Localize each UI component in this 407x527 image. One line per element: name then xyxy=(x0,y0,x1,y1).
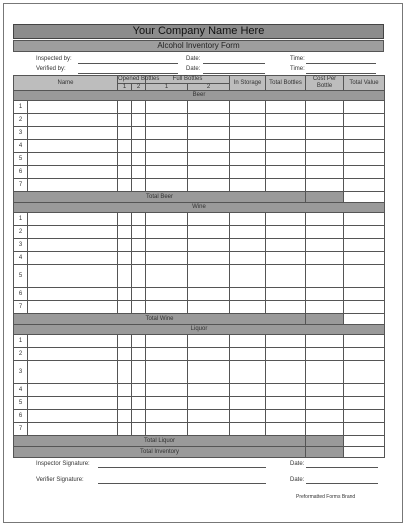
table-row xyxy=(14,226,385,239)
table-row xyxy=(14,265,385,288)
col-opened-1: 1 xyxy=(118,83,132,91)
row-number: 2 xyxy=(14,226,28,239)
table-row xyxy=(14,239,385,252)
col-full-1: 1 xyxy=(146,83,188,91)
total-wine-value[interactable] xyxy=(344,314,385,325)
row-number: 1 xyxy=(14,101,28,114)
name-cell[interactable] xyxy=(28,301,118,314)
name-cell[interactable] xyxy=(28,423,118,436)
table-row xyxy=(14,410,385,423)
row-number: 3 xyxy=(14,239,28,252)
row-number: 3 xyxy=(14,127,28,140)
inspected-by-label: Inspected by: xyxy=(36,56,72,62)
signature-date-field-2[interactable] xyxy=(306,483,378,484)
table-row xyxy=(14,153,385,166)
name-cell[interactable] xyxy=(28,179,118,192)
total-liquor-value[interactable] xyxy=(344,436,385,447)
section-liquor: Liquor xyxy=(14,325,385,335)
col-total-bottles: Total Bottles xyxy=(266,76,306,91)
total-liquor-label: Total Liquor xyxy=(14,436,306,447)
row-number: 2 xyxy=(14,348,28,361)
name-cell[interactable] xyxy=(28,288,118,301)
name-cell[interactable] xyxy=(28,166,118,179)
table-row xyxy=(14,288,385,301)
col-cost-per-bottle: Cost Per Bottle xyxy=(306,76,344,91)
name-cell[interactable] xyxy=(28,410,118,423)
col-opened-2: 2 xyxy=(132,83,146,91)
name-cell[interactable] xyxy=(28,226,118,239)
total-wine-label: Total Wine xyxy=(14,314,306,325)
name-cell[interactable] xyxy=(28,348,118,361)
time-field-1[interactable] xyxy=(306,63,376,64)
total-beer-label: Total Beer xyxy=(14,192,306,203)
table-row xyxy=(14,179,385,192)
row-number: 4 xyxy=(14,252,28,265)
col-full-2: 2 xyxy=(188,83,230,91)
name-cell[interactable] xyxy=(28,252,118,265)
inspector-signature-label: Inspector Signature: xyxy=(36,461,90,467)
name-cell[interactable] xyxy=(28,213,118,226)
total-beer-row xyxy=(14,192,385,203)
name-cell[interactable] xyxy=(28,239,118,252)
row-number: 5 xyxy=(14,397,28,410)
row-number: 7 xyxy=(14,179,28,192)
row-number: 1 xyxy=(14,213,28,226)
verifier-signature-field[interactable] xyxy=(98,483,266,484)
date-label-1: Date: xyxy=(186,56,201,62)
row-number: 7 xyxy=(14,301,28,314)
inspector-signature-field[interactable] xyxy=(98,467,266,468)
inventory-table xyxy=(13,75,385,458)
signature-date-field-1[interactable] xyxy=(306,467,378,468)
row-number: 5 xyxy=(14,265,28,288)
brand-footer: Preformatted Forms Brand xyxy=(296,494,356,500)
table-row xyxy=(14,213,385,226)
table-row xyxy=(14,140,385,153)
inspected-by-field[interactable] xyxy=(78,63,178,64)
date-field-2[interactable] xyxy=(203,73,265,74)
total-inventory-label: Total Inventory xyxy=(14,447,306,458)
row-number: 6 xyxy=(14,288,28,301)
row-number: 5 xyxy=(14,153,28,166)
row-number: 6 xyxy=(14,166,28,179)
table-row xyxy=(14,397,385,410)
name-cell[interactable] xyxy=(28,114,118,127)
name-cell[interactable] xyxy=(28,153,118,166)
table-row xyxy=(14,252,385,265)
table-row xyxy=(14,166,385,179)
name-cell[interactable] xyxy=(28,335,118,348)
total-beer-value[interactable] xyxy=(344,192,385,203)
header-row xyxy=(14,76,385,84)
time-label-2: Time: xyxy=(290,66,305,72)
col-total-value: Total Value xyxy=(344,76,385,91)
table-row xyxy=(14,101,385,114)
table-row xyxy=(14,335,385,348)
verified-by-field[interactable] xyxy=(78,73,178,74)
col-opened-bottles: Opened Bottles xyxy=(118,76,160,83)
date-field-1[interactable] xyxy=(203,63,265,64)
row-number: 2 xyxy=(14,114,28,127)
name-cell[interactable] xyxy=(28,140,118,153)
signature-date-label-1: Date: xyxy=(290,461,305,467)
col-in-storage: In Storage xyxy=(230,76,266,91)
col-name: Name xyxy=(14,76,118,91)
section-wine: Wine xyxy=(14,203,385,213)
total-wine-row xyxy=(14,314,385,325)
section-beer: Beer xyxy=(14,91,385,101)
form-title: Alcohol Inventory Form xyxy=(13,40,384,52)
time-label-1: Time: xyxy=(290,56,305,62)
table-row xyxy=(14,361,385,384)
table-row xyxy=(14,114,385,127)
table-row xyxy=(14,384,385,397)
time-field-2[interactable] xyxy=(306,73,376,74)
total-inventory-row xyxy=(14,447,385,458)
row-number: 3 xyxy=(14,361,28,384)
date-label-2: Date: xyxy=(186,66,201,72)
table-row xyxy=(14,127,385,140)
table-row xyxy=(14,301,385,314)
company-name: Your Company Name Here xyxy=(13,24,384,39)
name-cell[interactable] xyxy=(28,127,118,140)
row-number: 4 xyxy=(14,384,28,397)
verified-by-label: Verified by: xyxy=(36,66,66,72)
row-number: 1 xyxy=(14,335,28,348)
name-cell[interactable] xyxy=(28,397,118,410)
col-full-bottles: Full Bottles xyxy=(146,76,230,84)
row-number: 7 xyxy=(14,423,28,436)
name-cell[interactable] xyxy=(28,384,118,397)
total-inventory-value[interactable] xyxy=(344,447,385,458)
name-cell[interactable] xyxy=(28,101,118,114)
table-row xyxy=(14,423,385,436)
signature-date-label-2: Date: xyxy=(290,477,305,483)
name-cell[interactable] xyxy=(28,265,118,288)
row-number: 4 xyxy=(14,140,28,153)
row-number: 6 xyxy=(14,410,28,423)
name-cell[interactable] xyxy=(28,361,118,384)
verifier-signature-label: Verifier Signature: xyxy=(36,477,84,483)
table-row xyxy=(14,348,385,361)
total-liquor-row xyxy=(14,436,385,447)
